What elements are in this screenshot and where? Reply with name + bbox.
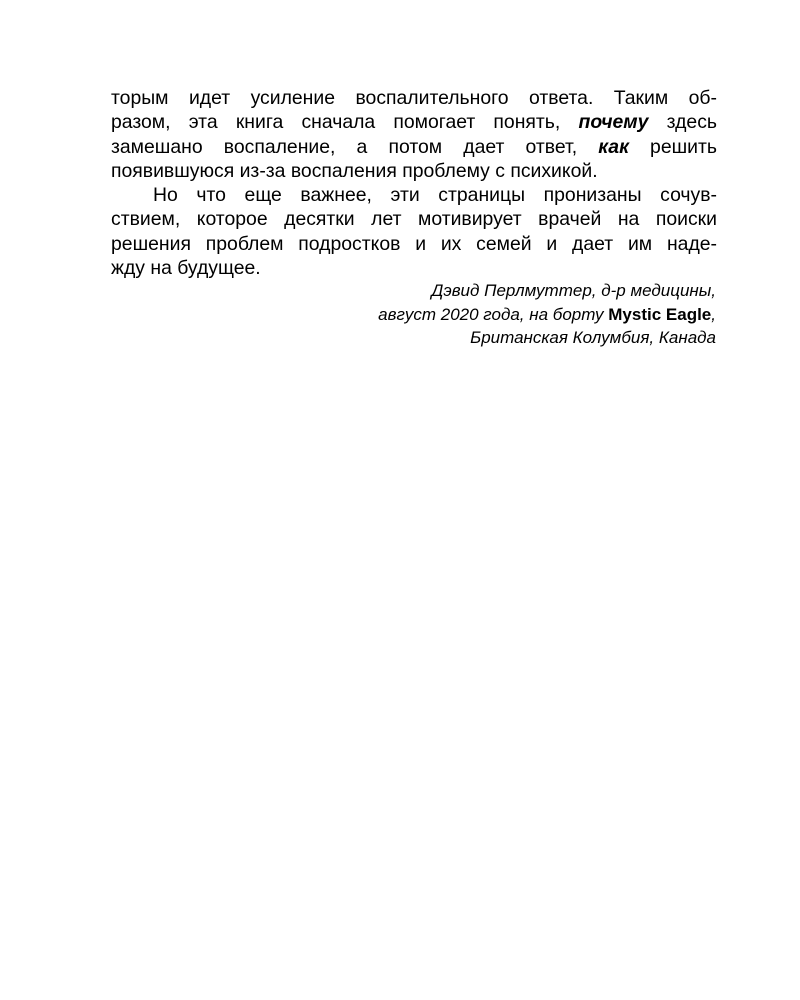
paragraph-1-line-2 bbox=[111, 110, 717, 134]
signature bbox=[378, 279, 716, 350]
signature-location: Британская Колумбия, Канада bbox=[470, 328, 716, 348]
body-text bbox=[111, 86, 717, 280]
paragraph-2-line-4: жду на будущее. bbox=[111, 257, 261, 280]
paragraph-1-line-3-text-a: замешано воспаление, а потом дает ответ, bbox=[111, 135, 599, 158]
signature-date-place bbox=[378, 303, 716, 327]
emphasis-why: почему bbox=[578, 111, 649, 134]
paragraph-1-line-2-text-b: здесь bbox=[648, 111, 718, 134]
ship-name: Mystic Eagle bbox=[608, 304, 712, 324]
paragraph-1-line-2-text-a: разом, эта книга сначала помогает понять, bbox=[111, 111, 579, 134]
paragraph-2-line-1: Но что еще важнее, эти страницы пронизаны сочув- bbox=[153, 184, 717, 207]
paragraph-2-line-3: решения проблем подростков и их семей и дает им наде- bbox=[111, 232, 717, 255]
paragraph-1-line-3 bbox=[111, 135, 717, 159]
emphasis-how: как bbox=[598, 135, 629, 158]
signature-comma: , bbox=[711, 304, 716, 324]
paragraph-2-line-2: ствием, которое десятки лет мотивирует врачей на поиски bbox=[111, 208, 717, 231]
paragraph-1-line-1: торым идет усиление воспалительного ответа. Таким об- bbox=[111, 87, 717, 109]
signature-date-place-text: август 2020 года, на борту bbox=[378, 304, 609, 324]
signature-author: Дэвид Перлмуттер, д-р медицины, bbox=[431, 281, 716, 300]
paragraph-2 bbox=[111, 183, 717, 280]
paragraph-1-line-3-text-b: решить bbox=[628, 135, 717, 158]
paragraph-1-line-4: появившуюся из-за воспаления проблему с психикой. bbox=[111, 159, 598, 182]
paragraph-1 bbox=[111, 86, 717, 183]
